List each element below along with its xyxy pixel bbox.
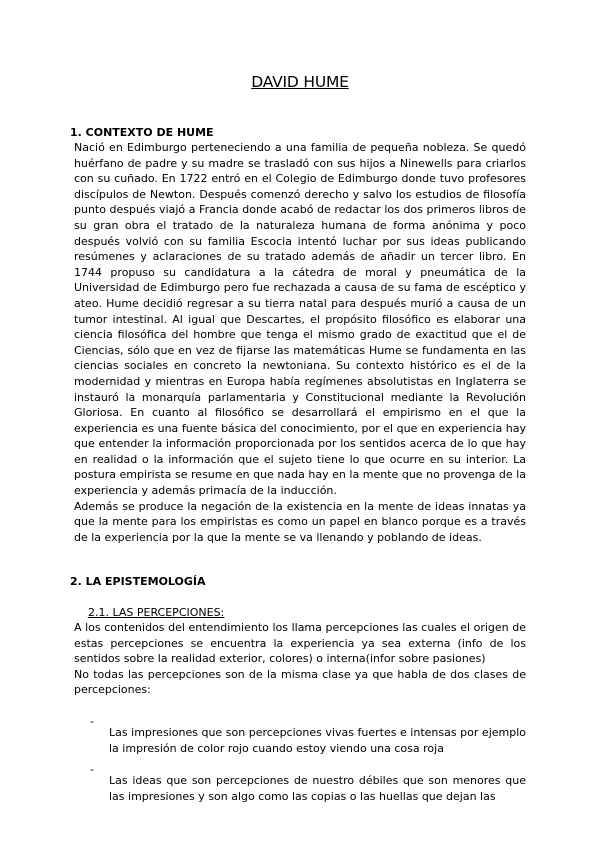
section-body-contexto [74,140,526,545]
paragraph: Nació en Edimburgo perteneciendo a una familia de pequeña nobleza. Se quedó huérfano de padre y su madre se trasladó con sus hijos a Ninewells para criarlos con su cuñado. En 1722 entró en el Colegio de Edimburgo donde tuvo profesores discípulos de Newton. Después comenzó derecho y salvo los estudios de filosofía punto después viajó a Francia donde acabó de redactar los dos primeros libros de su gran obra el tratado de la naturaleza humana de forma anónima y poco después volvió con su familia Escocia intentó luchar por sus ideas publicando resúmenes y aclaraciones de su tratado además de añadir un tercer libro. En 1744 propuso su candidatura a la cátedra de moral y pneumática de la Universidad de Edimburgo pero fue rechazada a causa de su fama de escéptico y ateo. Hume decidió regresar a su tierra natal para después murió a causa de un tumor intestinal. Al igual que Descartes, el propósito filosófico es elaborar una ciencia filosófica del hombre que tenga el mismo grado de exactitud que el de Ciencias, sólo que en vez de fijarse las matemáticas Hume se fundamenta en las ciencias sociales en concreto la newtoniana. Su contexto histórico es el de la modernidad y mientras en Europa había regímenes absolutistas en Inglaterra se instauró la monarquía parlamentaria y Constitucional mediante la Revolución Gloriosa. En cuanto al filosófico se desarrollará el empirismo en el que la experiencia es una fuente básica del conocimiento, por el que en experiencia hay que entender la información proporcionada por los sentidos acerca de lo que hay en realidad o la información que el sujeto tiene lo que ocurre en su interior. La postura empirista se resume en que nada hay en la mente que no provenga de la experiencia y además primacía de la inducción. [74,141,526,498]
list-item-text: Las impresiones que son percepciones vivas fuertes e intensas por ejemplo la impresión de color rojo cuando estoy viendo una cosa roja [109,726,526,755]
paragraph: A los contenidos del entendimiento los llama percepciones las cuales el origen de estas percepciones se encuentra la experiencia ya sea externa (info de los sentidos sobre la realidad exterior, colores) o interna(infor sobre pasiones) [74,621,526,666]
subsection-heading-percepciones: 2.1. LAS PERCEPCIONES: [88,606,225,619]
list-bullet: - [90,715,94,728]
section-heading-contexto: 1. CONTEXTO DE HUME [70,126,214,139]
paragraph: No todas las percepciones son de la misma clase ya que habla de dos clases de percepciones: [74,667,526,697]
list-bullet: - [90,763,94,776]
paragraph: Además se produce la negación de la existencia en la mente de ideas innatas ya que la mente para los empiristas es como un papel en blanco porque es a través de la experiencia por la que la mente se va llenando y poblando de ideas. [74,499,526,544]
section-heading-epistemologia: 2. LA EPISTEMOLOGÍA [70,575,206,588]
section-body-percepciones [74,620,526,698]
list-item [90,762,526,815]
page-title: DAVID HUME [251,73,349,91]
list-item [90,714,526,767]
list-item-text: Las ideas que son percepciones de nuestro débiles que son menores que las impresiones y son algo como las copias o las huellas que dejan las [109,774,526,803]
